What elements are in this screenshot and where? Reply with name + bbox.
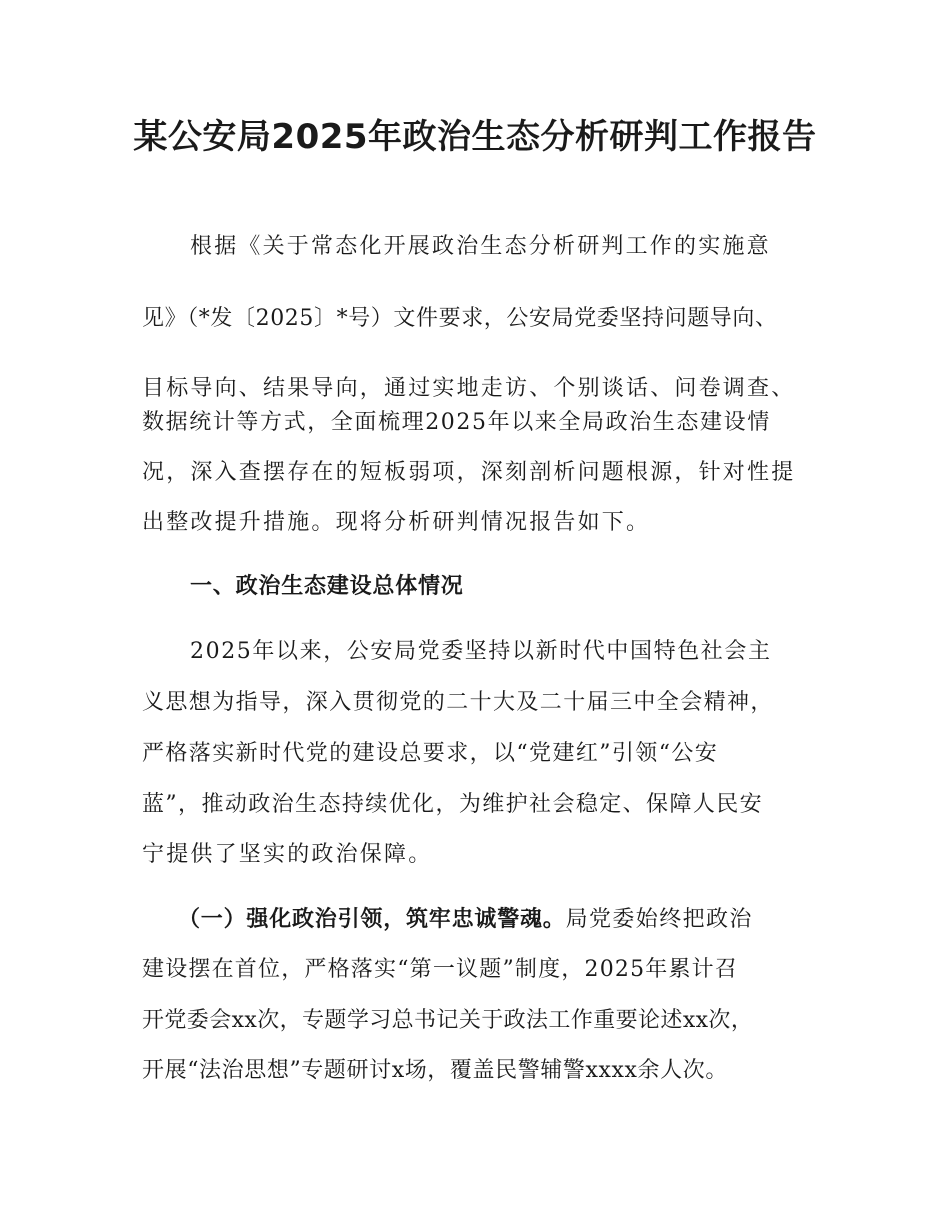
subsection1-heading: （一）强化政治引领，筑牢忠诚警魂。	[178, 907, 566, 932]
section1-line-3: 严格落实新时代党的建设总要求，以“党建红”引领“公安	[142, 741, 719, 766]
intro-line-5: 况，深入查摆存在的短板弱项，深刻剖析问题根源，针对性提	[142, 460, 796, 485]
intro-line-2: 见》（*发〔2025〕*号）文件要求，公安局党委坚持问题导向、	[142, 306, 778, 331]
subsection1-first-line	[178, 902, 753, 938]
subsection1-line-4: 开展“法治思想”专题研讨x场，覆盖民警辅警xxxx余人次。	[142, 1058, 728, 1083]
section1-line-2: 义思想为指导，深入贯彻党的二十大及二十届三中全会精神，	[142, 690, 774, 715]
intro-line-4: 数据统计等方式，全面梳理2025年以来全局政治生态建设情	[142, 410, 771, 435]
intro-line-6: 出整改提升措施。现将分析研判情况报告如下。	[142, 510, 651, 535]
section1-line-4: 蓝”，推动政治生态持续优化，为维护社会稳定、保障人民安	[142, 792, 764, 817]
section-heading: 一、政治生态建设总体情况	[190, 574, 464, 599]
section1-line-1: 2025年以来，公安局党委坚持以新时代中国特色社会主	[190, 639, 772, 664]
intro-line-1: 根据《关于常态化开展政治生态分析研判工作的实施意	[190, 234, 771, 259]
subsection1-first-line-rest: 局党委始终把政治	[565, 907, 753, 932]
section1-line-5: 宁提供了坚实的政治保障。	[142, 842, 433, 867]
document-title: 某公安局2025年政治生态分析研判工作报告	[133, 117, 817, 157]
intro-line-3: 目标导向、结果导向，通过实地走访、个别谈话、问卷调查、	[142, 376, 796, 401]
subsection1-line-2: 建设摆在首位，严格落实“第一议题”制度，2025年累计召	[142, 957, 739, 982]
subsection1-line-3: 开党委会xx次，专题学习总书记关于政法工作重要论述xx次，	[142, 1008, 754, 1033]
